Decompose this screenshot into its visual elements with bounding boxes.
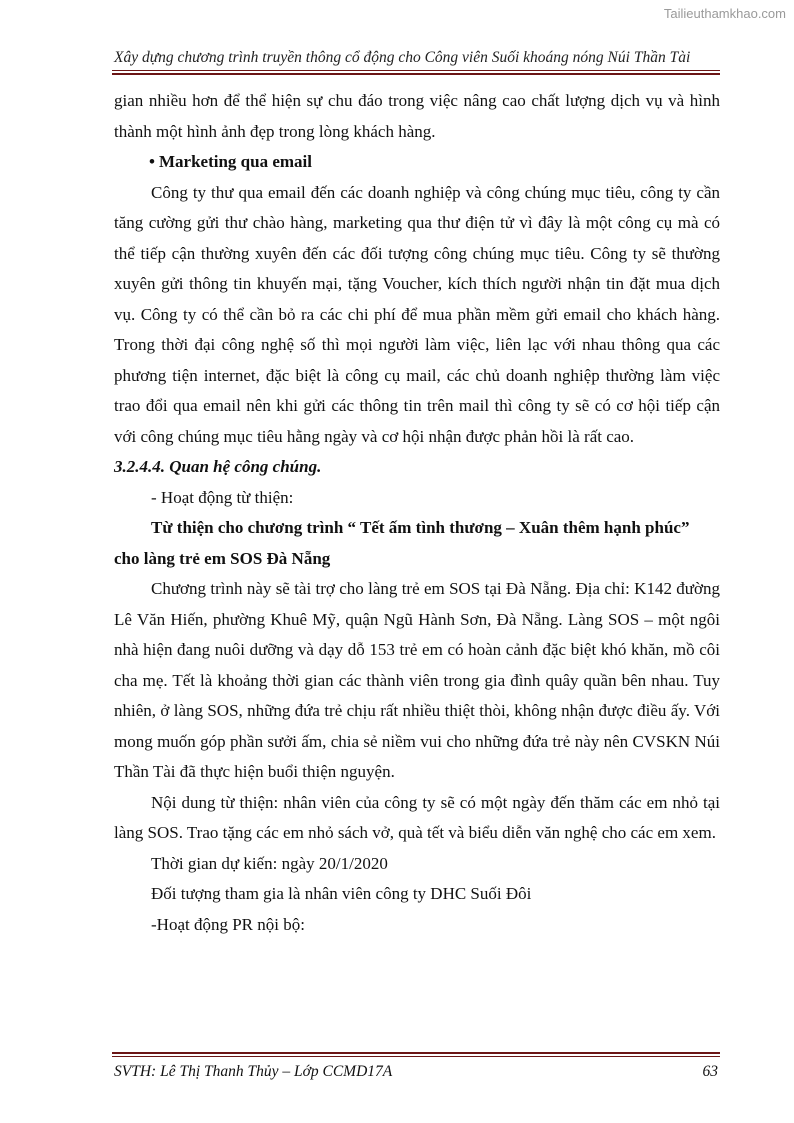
watermark: Tailieuthamkhao.com: [663, 6, 786, 21]
page-body: [114, 86, 720, 940]
paragraph-continuation: gian nhiều hơn để thể hiện sự chu đáo trong việc nâng cao chất lượng dịch vụ và hình thành một hình ảnh đẹp trong lòng khách hàng.: [114, 91, 720, 141]
bullet-heading-email-marketing: [114, 147, 720, 178]
page-number: 63: [702, 1063, 718, 1080]
charity-title-line1: Từ thiện cho chương trình “ Tết ấm tình thương – Xuân thêm hạnh phúc”: [151, 518, 690, 537]
header-rule-thin: [112, 70, 720, 71]
charity-title-line2: cho làng trẻ em SOS Đà Nẵng: [114, 548, 331, 568]
bullet-title: Marketing qua email: [159, 152, 312, 171]
section-heading: 3.2.4.4. Quan hệ công chúng.: [114, 457, 322, 476]
paragraph-email-marketing: Công ty thư qua email đến các doanh nghiệp và công chúng mục tiêu, công ty cần tăng cường gửi thư chào hàng, marketing qua thư điện tử vì đây là một công cụ mà có thể tiếp cận thường xuyên đến các đối tượng công chúng mục tiêu. Công ty sẽ thường xuyên gửi thông tin khuyến mại, tặng Voucher, kích thích người nhận tin đặt mua dịch vụ. Công ty có thể cần bỏ ra các chi phí để mua phần mềm gửi email cho khách hàng. Trong thời đại công nghệ số thì mọi người làm việc, liên lạc với nhau thông qua các phương tiện internet, đặc biệt là công cụ mail, các chủ doanh nghiệp thường làm việc trao đổi qua email nên khi gửi các thông tin trên mail thì công ty sẽ có cơ hội tiếp cận với công chúng mục tiêu hằng ngày và cơ hội nhận được phản hồi là rất cao.: [114, 182, 720, 446]
footer-author: SVTH: Lê Thị Thanh Thủy – Lớp CCMD17A: [114, 1063, 393, 1080]
expected-time: Thời gian dự kiến: ngày 20/1/2020: [151, 853, 388, 873]
header-rule-thick: [112, 73, 720, 75]
paragraph-sos-program: Chương trình này sẽ tài trợ cho làng trẻ em SOS tại Đà Nẵng. Địa chỉ: K142 đường Lê Văn Hiến, phường Khuê Mỹ, quận Ngũ Hành Sơn, Đà Nẵng. Làng SOS – một ngôi nhà hiện đang nuôi dưỡng và dạy dỗ 153 trẻ em có hoàn cảnh đặc biệt khó khăn, mồ côi cha mẹ. Tết là khoảng thời gian các thành viên trong gia đình quây quần bên nhau. Tuy nhiên, ở làng SOS, những đứa trẻ chịu rất nhiều thiệt thòi, không nhận được điều ấy. Với mong muốn góp phần sưởi ấm, chia sẻ niềm vui cho những đứa trẻ này nên CVSKN Núi Thần Tài đã thực hiện buổi thiện nguyện.: [114, 579, 720, 781]
participants: Đối tượng tham gia là nhân viên công ty DHC Suối Đôi: [151, 884, 532, 903]
activity-charity-label: - Hoạt động từ thiện:: [151, 487, 294, 507]
paragraph-charity-content: Nội dung từ thiện: nhân viên của công ty sẽ có một ngày đến thăm các em nhỏ tại làng SOS. Trao tặng các em nhỏ sách vở, quà tết và biểu diễn văn nghệ cho các em xem.: [114, 792, 720, 842]
bullet-icon: •: [149, 152, 155, 171]
activity-internal-pr-label: -Hoạt động PR nội bộ:: [151, 914, 305, 934]
footer-rule-thin: [112, 1056, 720, 1057]
footer-rule-thick: [112, 1052, 720, 1054]
running-header: Xây dựng chương trình truyền thông cổ động cho Công viên Suối khoáng nóng Núi Thần Tài: [114, 49, 691, 66]
